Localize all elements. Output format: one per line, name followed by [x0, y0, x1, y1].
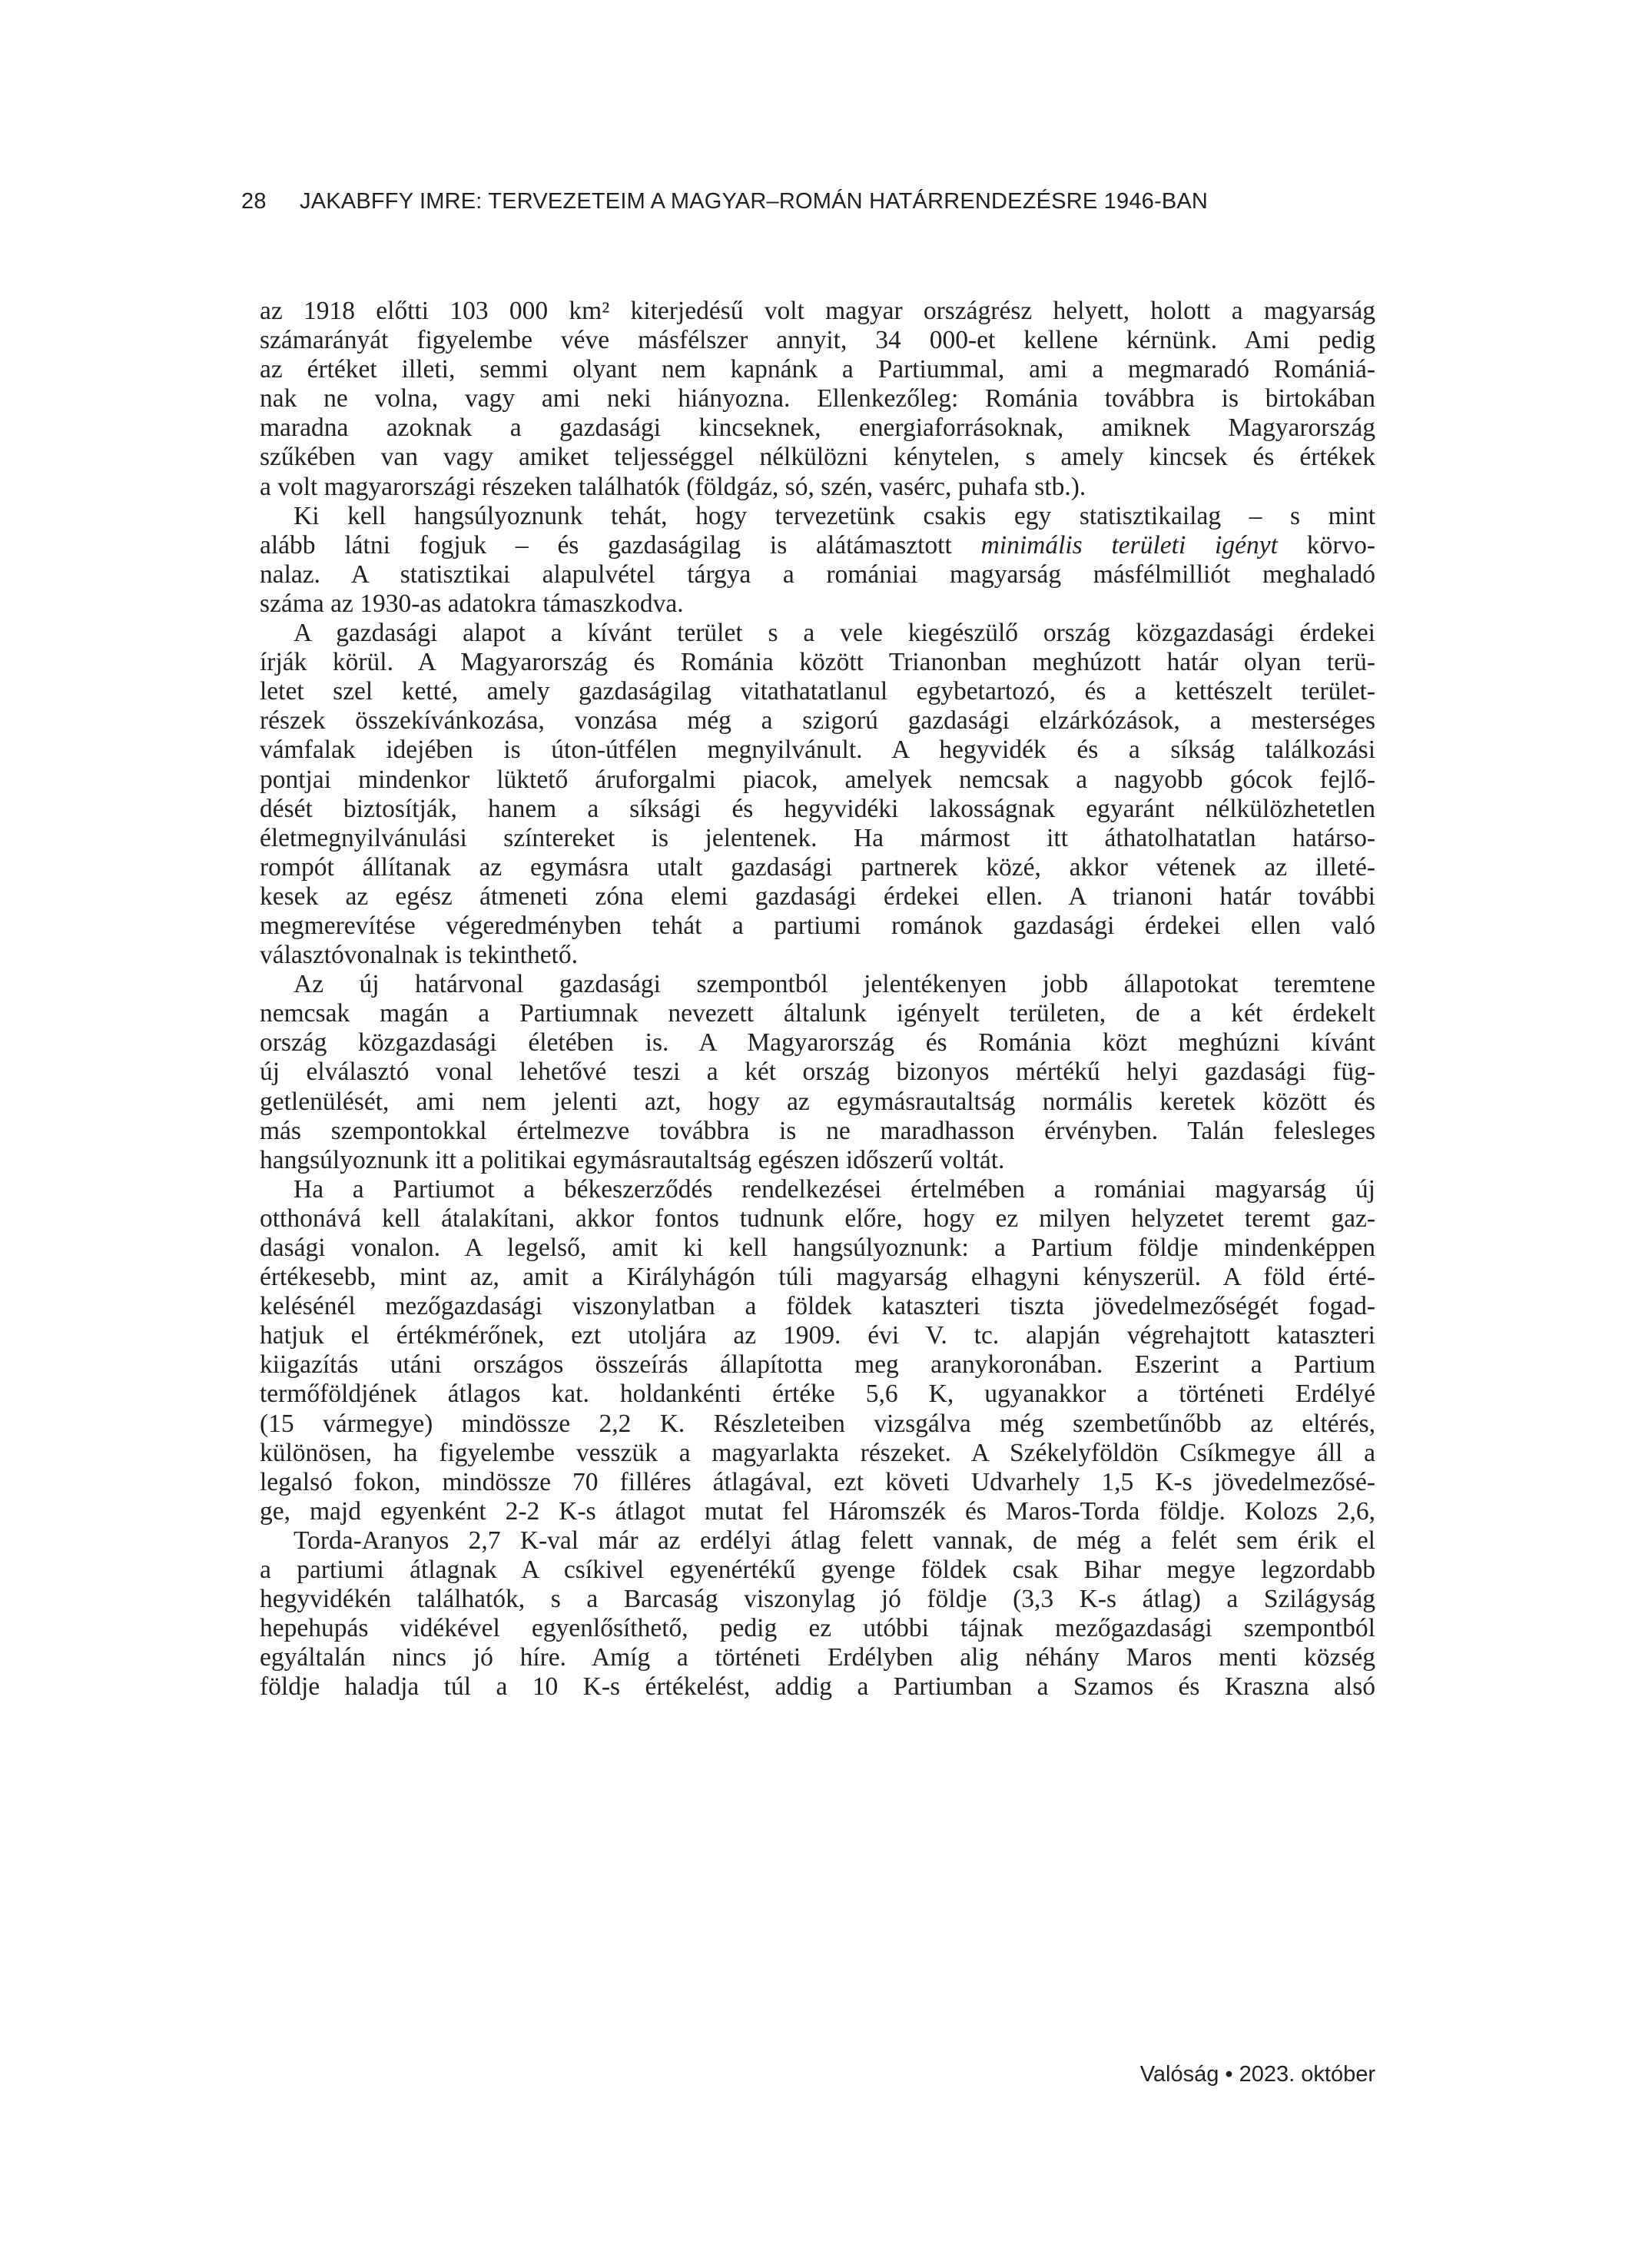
text-line: dasági vonalon. A legelső, amit ki kell hangsúlyoznunk: a Partium földje mindenképpen: [260, 1234, 1375, 1262]
running-header: [241, 189, 1378, 214]
text-line: más szempontokkal értelmezve továbbra is ne maradhasson érvényben. Talán felesleges: [260, 1116, 1375, 1145]
text-line: Ha a Partiumot a békeszerződés rendelkezései értelmében a romániai magyarság új: [294, 1174, 1375, 1204]
text-line: különösen, ha figyelembe vesszük a magyarlakta részeket. A Székelyföldön Csíkmegye áll a: [260, 1438, 1375, 1467]
text-line: a partiumi átlagnak A csíkivel egyenértékű gyenge földek csak Bihar megye legzordabb: [260, 1556, 1375, 1585]
text-line: földje haladja túl a 10 K-s értékelést, addig a Partiumban a Szamos és Kraszna alsó: [260, 1672, 1375, 1702]
text-line: letet szel ketté, amely gazdaságilag vitathatatlanul egybetartozó, és a kettészelt terület-: [260, 677, 1375, 706]
text-line: maradna azoknak a gazdasági kincseknek, energiaforrásoknak, amiknek Magyarország: [260, 413, 1375, 443]
italic-emphasis: minimális területi igényt: [980, 530, 1278, 560]
text-line: szűkében van vagy amiket teljességgel nélkülözni kénytelen, s amely kincsek és értékek: [260, 443, 1375, 472]
paragraph: [260, 1175, 1375, 1526]
text-line: részek összekívánkozása, vonzása még a szigorú gazdasági elzárkózások, a mesterséges: [260, 706, 1375, 736]
text-line: kelésénél mezőgazdasági viszonylatban a földek kataszteri tiszta jövedelmezőségét fogad-: [260, 1292, 1375, 1321]
page-number: 28: [241, 189, 267, 214]
text-line: írják körül. A Magyarország és Románia között Trianonban meghúzott határ olyan terü-: [260, 648, 1375, 677]
text-line: megmerevítése végeredményben tehát a partiumi románok gazdasági érdekei ellen való: [260, 911, 1375, 940]
text-line: hepehupás vidékével egyenlősíthető, pedig ez utóbbi tájnak mezőgazdasági szempontból: [260, 1614, 1375, 1643]
text-line: száma az 1930-as adatokra támaszkodva.: [260, 589, 684, 618]
text-line: választóvonalnak is tekinthető.: [260, 941, 578, 970]
text-line: (15 vármegye) mindössze 2,2 K. Részleteiben vizsgálva még szembetűnőbb az eltérés,: [260, 1409, 1375, 1438]
paragraph: [260, 1526, 1375, 1702]
text-line: pontjai mindenkor lüktető áruforgalmi piacok, amelyek nemcsak a nagyobb gócok fejlő-: [260, 765, 1375, 794]
text-line: számarányát figyelembe véve másfélszer annyit, 34 000-et kellene kérnünk. Ami pedig: [260, 326, 1375, 355]
page-footer: [1140, 2062, 1375, 2087]
paragraph: [260, 502, 1375, 619]
running-title: JAKABFFY IMRE: TERVEZETEIM A MAGYAR–ROMÁN HATÁRRENDEZÉSRE 1946-BAN: [300, 189, 1209, 214]
text-line: legalsó fokon, mindössze 70 filléres átlagával, ezt követi Udvarhely 1,5 K-s jövedelmezősé-: [260, 1467, 1375, 1496]
text-line: vámfalak idejében is úton-útfélen megnyilvánult. A hegyvidék és a síkság találkozási: [260, 736, 1375, 765]
text-line: A gazdasági alapot a kívánt terület s a vele kiegészülő ország közgazdasági érdekei: [294, 619, 1375, 648]
text-line: nak ne volna, vagy ami neki hiányozna. Ellenkezőleg: Románia továbbra is birtokában: [260, 384, 1375, 413]
text-line: getlenülését, ami nem jelenti azt, hogy az egymásrautaltság normális keretek között és: [260, 1087, 1375, 1116]
text-span: alább látni fogjuk – és gazdaságilag is alátámasztott: [260, 530, 981, 560]
text-line: ge, majd egyenként 2-2 K-s átlagot mutat fel Háromszék és Maros-Torda földje. Kolozs 2,6,: [260, 1496, 1375, 1526]
text-line: értékesebb, mint az, amit a Királyhágón túli magyarság elhagyni kényszerül. A föld érté-: [260, 1263, 1375, 1292]
text-line: hangsúlyoznunk itt a politikai egymásrautaltság egészen időszerű voltát.: [260, 1145, 1005, 1174]
text-line: hatjuk el értékmérőnek, ezt utoljára az 1909. évi V. tc. alapján végrehajtott kataszteri: [260, 1321, 1375, 1350]
text-line: kesek az egész átmeneti zóna elemi gazdasági érdekei ellen. A trianoni határ további: [260, 882, 1375, 911]
text-line: dését biztosítják, hanem a síksági és hegyvidéki lakosságnak egyaránt nélkülözhetetlen: [260, 794, 1375, 823]
text-line: [260, 531, 1375, 560]
text-line: rompót állítanak az egymásra utalt gazdasági partnerek közé, akkor vétenek az illeté-: [260, 852, 1375, 882]
text-line: otthonává kell átalakítani, akkor fontos tudnunk előre, hogy ez milyen helyzetet teremt gaz-: [260, 1204, 1375, 1233]
text-line: nalaz. A statisztikai alapulvétel tárgya a romániai magyarság másfélmilliót meghaladó: [260, 560, 1375, 589]
text-line: nemcsak magán a Partiumnak nevezett általunk igényelt területen, de a két érdekelt: [260, 999, 1375, 1028]
text-line: életmegnyilvánulási színtereket is jelentenek. Ha mármost itt áthatolhatatlan határso-: [260, 823, 1375, 852]
paragraph: [260, 970, 1375, 1175]
text-line: hegyvidékén találhatók, s a Barcaság viszonylag jó földje (3,3 K-s átlag) a Szilágyság: [260, 1585, 1375, 1614]
text-line: kiigazítás utáni országos összeírás állapította meg aranykoronában. Eszerint a Partium: [260, 1350, 1375, 1380]
text-line: Az új határvonal gazdasági szempontból jelentékenyen jobb állapotokat teremtene: [294, 970, 1375, 999]
text-line: termőföldjének átlagos kat. holdankénti értéke 5,6 K, ugyanakkor a történeti Erdélyé: [260, 1380, 1375, 1409]
text-line: az 1918 előtti 103 000 km² kiterjedésű volt magyar országrész helyett, holott a magyarság: [260, 297, 1375, 325]
article-body: [260, 297, 1375, 1702]
text-line: ország közgazdasági életében is. A Magyarország és Románia közt meghúzni kívánt: [260, 1028, 1375, 1058]
bullet-separator: •: [1225, 2062, 1233, 2087]
paragraph: [260, 297, 1375, 502]
journal-name: Valóság: [1139, 2062, 1219, 2087]
text-line: Torda-Aranyos 2,7 K-val már az erdélyi átlag felett vannak, de még a felét sem érik el: [294, 1526, 1375, 1555]
text-span: körvo-: [1277, 530, 1376, 560]
text-line: új elválasztó vonal lehetővé teszi a két ország bizonyos mértékű helyi gazdasági füg-: [260, 1058, 1375, 1087]
paragraph: [260, 619, 1375, 970]
text-line: a volt magyarországi részeken találhatók (földgáz, só, szén, vasérc, puhafa stb.).: [260, 472, 1086, 501]
text-line: az értéket illeti, semmi olyant nem kapnánk a Partiummal, ami a megmaradó Romániá-: [260, 355, 1375, 384]
text-line: Ki kell hangsúlyoznunk tehát, hogy tervezetünk csakis egy statisztikailag – s mint: [294, 501, 1375, 530]
text-line: egyáltalán nincs jó híre. Amíg a történeti Erdélyben alig néhány Maros menti község: [260, 1643, 1375, 1672]
issue-date: 2023. október: [1239, 2062, 1375, 2087]
